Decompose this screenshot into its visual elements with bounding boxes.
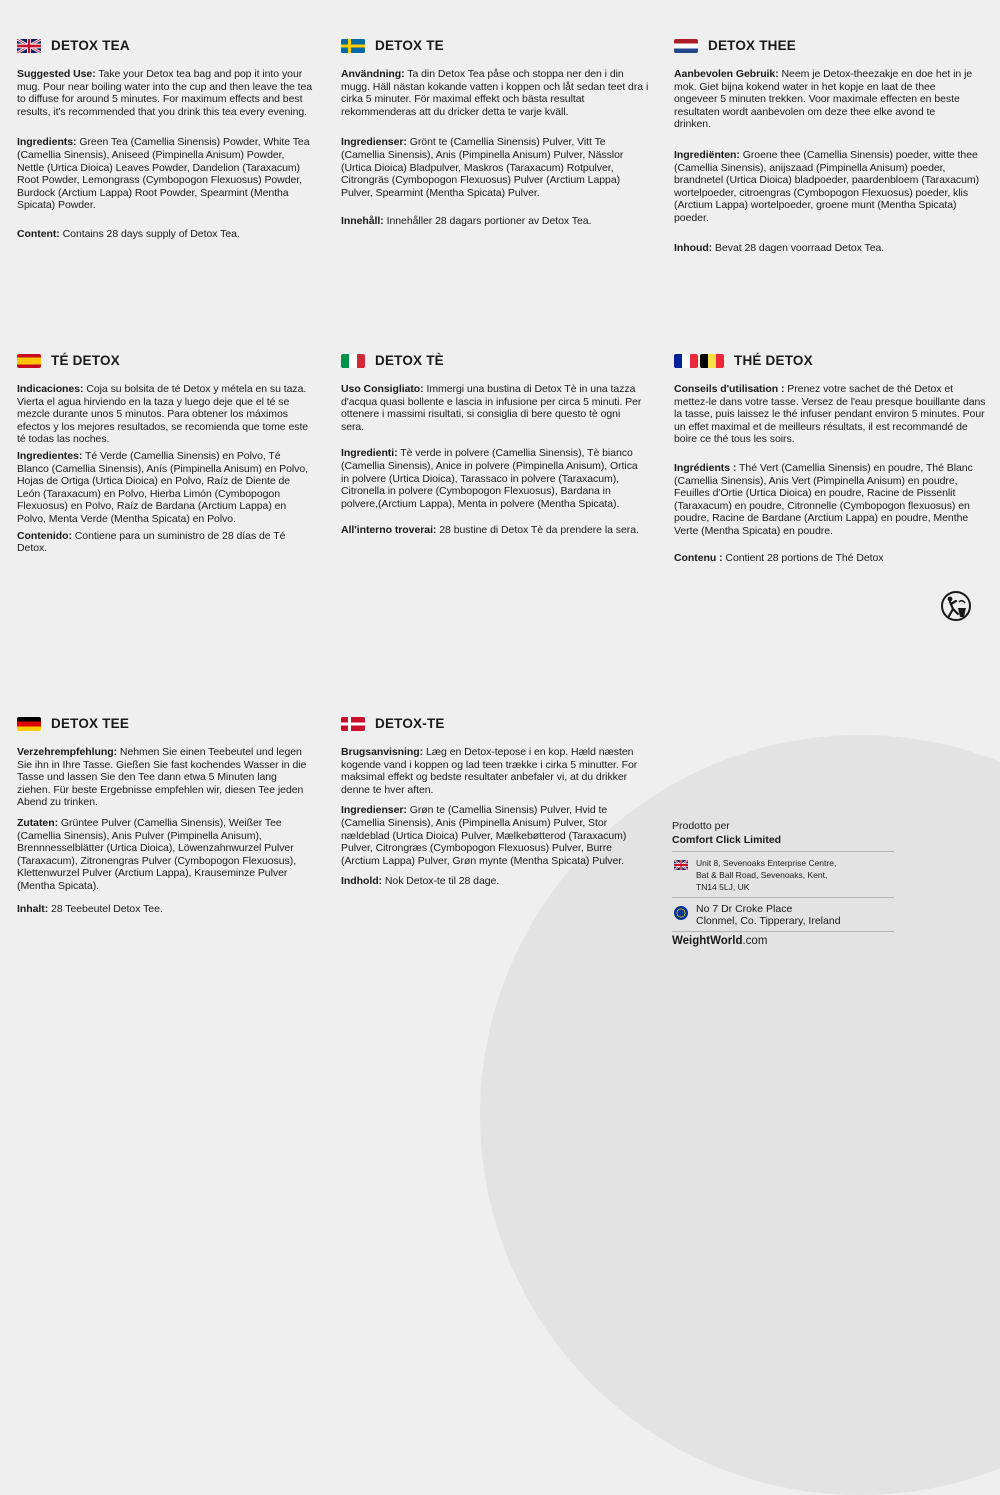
content-paragraph: Inhalt: 28 Teebeutel Detox Tee. <box>17 902 163 915</box>
section-title: DETOX THEE <box>708 37 797 53</box>
ireland-address-line: No 7 Dr Croke Place <box>696 902 793 915</box>
usage-paragraph: Uso Consigliato: Immergi una bustina di Detox Tè in una tazza d'acqua quasi bollente e lascia in infusione per circa 5 minuti. Per ottenere i massimi risultati, si consiglia di bere questo tè ogni sera. <box>341 383 642 433</box>
usage-paragraph: Suggested Use: Take your Detox tea bag and pop it into your mug. Pour near boiling water into the cup and then leave the tea to diffuse for around 5 minutes. For maximum effects and best results, it's recommended that you drink this tea every evening. <box>17 68 313 118</box>
producer-info <box>672 820 894 947</box>
ingredients-paragraph: Ingredients: Green Tea (Camellia Sinensis) Powder, White Tea (Camellia Sinensis), Aniseed (Pimpinella Anisum) Powder, Nettle (Urtica Dioica) Leaves Powder, Dandelion (Taraxacum) Root Powder, Lemongrass (Cymbopogon Flexuosus) Powder, Burdock (Arctium Lappa) Root Powder, Spearmint (Mentha Spicata) Powder. <box>17 136 310 212</box>
ingredients-paragraph: Ingredienti: Tè verde in polvere (Camellia Sinensis), Tè bianco (Camellia Sinensis), Anice in polvere (Pimpinella Anisum), Ortica in polvere (Urtica Dioica), Tarassaco in polvere (Taraxacum), Citronella in polvere (Cymbopogon Flexuosus), Bardana in polvere,(Arctium Lappa), Menta in polvere (Mentha Spicata). <box>341 447 638 510</box>
section-english <box>17 38 317 241</box>
content-paragraph: Contenido: Contiene para un suministro de 28 días de Té Detox. <box>17 529 286 555</box>
section-german <box>17 716 307 915</box>
france-flag-icon <box>674 354 698 368</box>
section-header <box>17 38 317 54</box>
section-header <box>341 716 645 732</box>
section-header <box>674 38 980 54</box>
usage-paragraph: Indicaciones: Coja su bolsita de té Detox y métela en su taza. Vierta el agua hirviendo en la taza y luego deje que el té se mezcle durante unos 5 minutos. Para obtener los máximos efectos y los mejores resultados, se recomienda que tome este té todas las noches. <box>17 383 309 446</box>
section-title: DETOX TEE <box>51 715 130 731</box>
uk-address-line: TN14 5LJ, UK <box>696 882 750 893</box>
section-swedish <box>341 38 649 228</box>
section-title: DETOX TÈ <box>375 352 444 368</box>
content-paragraph: All'interno troverai: 28 bustine di Detox Tè da prendere la sera. <box>341 524 639 537</box>
section-title: DETOX TE <box>375 37 444 53</box>
content-paragraph: Contenu : Contient 28 portions de Thé Detox <box>674 551 884 564</box>
website-link[interactable]: WeightWorld.com <box>672 931 894 947</box>
usage-paragraph: Verzehrempfehlung: Nehmen Sie einen Teebeutel und legen Sie ihn in Ihre Tasse. Gießen Sie fast kochendes Wasser in die Tasse und lassen Sie den Tee dann etwa 5 Minuten lang ziehen. Für beste Ergebnisse empfehlen wir, diesen Tee jeden Abend zu trinken. <box>17 746 307 809</box>
ingredients-paragraph: Ingrediënten: Groene thee (Camellia Sinensis) poeder, witte thee (Camellia Sinensis), anijszaad (Pimpinella Anisum) poeder, brandnetel (Urtica Dioica) bladpoeder, paardenbloem (Taraxacum) wortelpoeder, citroengras (Cymbopogon Flexuosus) poeder, klis (Arctium Lappa) wortelpoeder, groene munt (Mentha Spicata) poeder. <box>674 148 980 224</box>
netherlands-flag-icon <box>674 39 698 53</box>
section-danish <box>341 716 645 888</box>
usage-paragraph: Brugsanvisning: Læg en Detox-tepose i en kop. Hæld næsten kogende vand i koppen og lad teen trække i cirka 5 minutter. For maksimal effekt og bedste resultater anbefaler vi, at du drikker denne te hver aften. <box>341 746 638 796</box>
section-dutch <box>674 38 980 254</box>
belgium-flag-icon <box>700 354 724 368</box>
content-paragraph: Inhoud: Bevat 28 dagen voorraad Detox Tea. <box>674 241 885 254</box>
section-header <box>674 353 988 369</box>
spain-flag-icon <box>17 354 41 368</box>
section-title: THÉ DETOX <box>734 352 813 368</box>
ireland-address-line: Clonmel, Co. Tipperary, Ireland <box>696 915 841 928</box>
section-french <box>674 353 988 564</box>
denmark-flag-icon <box>341 717 365 731</box>
sweden-flag-icon <box>341 39 365 53</box>
section-italian <box>341 353 645 537</box>
content-paragraph: Innehåll: Innehåller 28 dagars portioner av Detox Tea. <box>341 215 592 228</box>
eu-flag-icon <box>674 906 688 923</box>
content-paragraph: Indhold: Nok Detox-te til 28 dage. <box>341 875 500 888</box>
section-header <box>17 353 319 369</box>
usage-paragraph: Aanbevolen Gebruik: Neem je Detox-theezakje en doe het in je mok. Giet bijna kokend water in het kopje en laat de thee ongeveer 5 minuten trekken. Voor maximale effecten en beste resultaten wordt aanbevolen om deze thee elke avond te drinken. <box>674 68 973 131</box>
italy-flag-icon <box>341 354 365 368</box>
ingredients-paragraph: Ingrédients : Thé Vert (Camellia Sinensis) en poudre, Thé Blanc (Camellia Sinensis), Anis Vert (Pimpinella Anisum) en poudre, Feuilles d'Ortie (Urtica Dioica) en poudre, Racine de Pissenlit (Taraxacum) en poudre, Citronnelle (Cymbopogon flexuosus) en poudre, Racine de Bardane (Arctium Lappa) en poudre, Menthe Verte (Mentha Spicata) en poudre. <box>674 461 973 537</box>
section-header <box>17 716 307 732</box>
content-paragraph: Content: Contains 28 days supply of Detox Tea. <box>17 227 240 240</box>
section-spanish <box>17 353 319 555</box>
uk-address-line: Unit 8, Sevenoaks Enterprise Centre, <box>696 858 837 868</box>
producer-company: Comfort Click Limited <box>672 834 782 846</box>
uk-address <box>672 851 894 897</box>
ingredients-paragraph: Ingredienser: Grönt te (Camellia Sinensis) Pulver, Vitt Te (Camellia Sinensis), Anis (Pimpinella Anisum) Pulver, Nässlor (Urtica Dioica) Bladpulver, Maskros (Taraxacum) Rotpulver, Citrongräs (Cymbopogon Flexuosus) Pulver (Arctium Lappa) Pulver, Spearmint (Mentha Spicata) Pulver. <box>341 136 624 199</box>
producer-label: Prodotto per <box>672 820 730 832</box>
ingredients-paragraph: Ingredienser: Grøn te (Camellia Sinensis) Pulver, Hvid te (Camellia Sinensis), Anis (Pimpinella Anisum) Pulver, Stor nældeblad (Urtica Dioica) Pulver, Mælkebøtterod (Taraxacum) Pulver, Citrongræs (Cymbopogon Flexuosus) Pulver, Burre (Arctium Lappa) Pulver, Grøn mynte (Mentha Spicata) Pulver. <box>341 804 627 867</box>
ingredients-paragraph: Ingredientes: Té Verde (Camellia Sinensis) en Polvo, Té Blanco (Camellia Sinensis), Anís (Pimpinella Anisum) en Polvo, Hojas de Ortiga (Urtica Dioica) en Polvo, Raíz de Diente de León (Taraxacum) en Polvo, Hierba Limón (Cymbopogon Flexuosus) en Polvo, Raíz de Bardana (Arctium Lappa) en Polvo, Menta Verde (Mentha Spicata) en Polvo. <box>17 449 309 525</box>
ingredients-paragraph: Zutaten: Grüntee Pulver (Camellia Sinensis), Weißer Tee (Camellia Sinensis), Anis Pulver (Pimpinella Anisum), Brennnesselblätter (Urtica Dioica), Löwenzahnwurzel Pulver (Taraxacum), Zitronengras Pulver (Cymbopogon Flexuosus), Klettenwurzel Pulver (Arctium Lappa), Krauseminze Pulver (Mentha Spicata). <box>17 816 297 892</box>
section-header <box>341 353 645 369</box>
uk-address-line: Bat & Ball Road, Sevenoaks, Kent, <box>696 870 828 881</box>
ireland-address <box>672 897 894 931</box>
section-title: DETOX TEA <box>51 37 130 53</box>
germany-flag-icon <box>17 717 41 731</box>
section-title: DETOX-TE <box>375 715 445 731</box>
section-title: TÉ DETOX <box>51 352 120 368</box>
uk-flag-icon <box>674 860 688 873</box>
usage-paragraph: Användning: Ta din Detox Tea påse och stoppa ner den i din mugg. Häll nästan kokande vatten i koppen och låt sedan teet dra i cirka 5 minuter. För maximal effekt och bästa resultat rekommenderas att du dricker detta te varje kväll. <box>341 68 649 118</box>
uk-flag-icon <box>17 39 41 53</box>
usage-paragraph: Conseils d'utilisation : Prenez votre sachet de thé Detox et mettez-le dans votre tasse. Versez de l'eau presque bouillante dans la tasse, puis laissez le thé infuser pendant environ 5 minutes. Pour un effet maximal et de meilleurs résultats, il est recommandé de boire ce thé tous les soirs. <box>674 383 986 446</box>
tidyman-recycle-icon <box>940 590 972 622</box>
section-header <box>341 38 649 54</box>
